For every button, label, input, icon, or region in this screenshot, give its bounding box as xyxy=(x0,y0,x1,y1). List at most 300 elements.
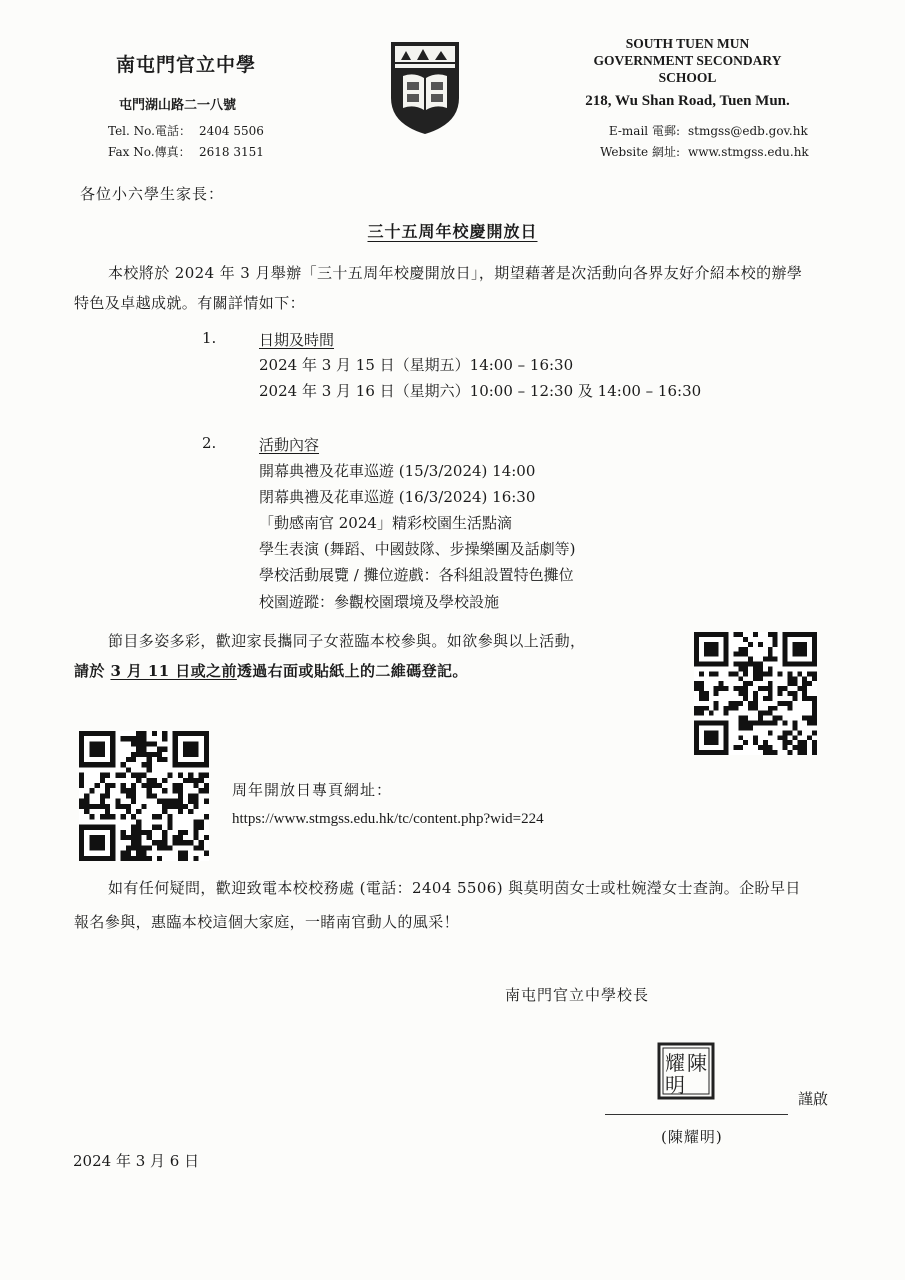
qr-module xyxy=(738,725,743,730)
qr-module xyxy=(157,845,162,850)
qr-module xyxy=(131,840,136,845)
qr-module xyxy=(89,762,94,767)
qr-module xyxy=(178,804,183,809)
qr-module xyxy=(812,657,817,662)
qr-module xyxy=(797,686,802,691)
qr-module xyxy=(105,793,110,798)
qr-module xyxy=(719,686,724,691)
qr-module xyxy=(778,716,783,721)
qr-module xyxy=(797,647,802,652)
qr-module xyxy=(141,851,146,856)
qr-module xyxy=(714,691,719,696)
qr-module xyxy=(110,851,115,856)
qr-module xyxy=(802,745,807,750)
qr-module xyxy=(768,671,773,676)
activity-line: 開幕典禮及花車巡遊 (15/3/2024) 14:00 xyxy=(259,462,536,480)
qr-module xyxy=(188,731,193,736)
qr-module xyxy=(157,840,162,845)
qr-module xyxy=(162,731,167,736)
qr-module xyxy=(709,730,714,735)
qr-module xyxy=(807,721,812,726)
qr-module xyxy=(147,830,152,835)
qr-module xyxy=(126,767,131,772)
activity-line: 校園遊蹤：參觀校園環境及學校設施 xyxy=(259,593,500,611)
qr-module xyxy=(699,671,704,676)
qr-module xyxy=(178,788,183,793)
qr-module xyxy=(694,652,699,657)
qr-module xyxy=(728,706,733,711)
qr-module xyxy=(709,642,714,647)
qr-module xyxy=(136,825,141,830)
qr-module xyxy=(694,735,699,740)
tel-row xyxy=(108,121,264,142)
qr-module xyxy=(193,747,198,752)
qr-module xyxy=(188,840,193,845)
qr-module xyxy=(694,637,699,642)
qr-module xyxy=(783,745,788,750)
qr-module xyxy=(79,804,84,809)
tel-label: Tel. No.電話： xyxy=(108,124,191,138)
qr-module xyxy=(141,830,146,835)
qr-module xyxy=(110,856,115,861)
qr-module xyxy=(699,662,704,667)
qr-module xyxy=(188,799,193,804)
qr-module xyxy=(694,706,699,711)
tel-value: 2404 5506 xyxy=(199,124,264,138)
qr-module xyxy=(183,762,188,767)
qr-module xyxy=(748,662,753,667)
qr-module xyxy=(79,773,84,778)
qr-module xyxy=(157,814,162,819)
qr-module xyxy=(204,814,209,819)
qr-module xyxy=(110,783,115,788)
qr-module xyxy=(173,741,178,746)
qr-module xyxy=(167,825,172,830)
qr-module xyxy=(204,762,209,767)
qr-module xyxy=(121,830,126,835)
qr-module xyxy=(131,773,136,778)
qr-module xyxy=(204,851,209,856)
qr-module xyxy=(162,804,167,809)
qr-module xyxy=(95,804,100,809)
qr-module xyxy=(89,845,94,850)
qr-module xyxy=(100,793,105,798)
qr-module xyxy=(738,652,743,657)
qr-module xyxy=(79,825,84,830)
qr-module xyxy=(131,830,136,835)
contact-email-website xyxy=(595,121,809,163)
qr-module xyxy=(204,752,209,757)
qr-module xyxy=(157,825,162,830)
qr-module xyxy=(758,686,763,691)
qr-module xyxy=(812,745,817,750)
qr-module xyxy=(802,691,807,696)
qr-module xyxy=(758,642,763,647)
registration-suffix: 透過右面或貼紙上的二維碼登記。 xyxy=(236,662,468,680)
qr-module xyxy=(738,647,743,652)
qr-module xyxy=(812,701,817,706)
qr-module xyxy=(758,671,763,676)
qr-module xyxy=(152,840,157,845)
qr-module xyxy=(797,730,802,735)
qr-module xyxy=(121,762,126,767)
qr-module xyxy=(773,721,778,726)
qr-module xyxy=(105,788,110,793)
qr-module xyxy=(724,721,729,726)
qr-module xyxy=(694,657,699,662)
qr-module xyxy=(110,757,115,762)
qr-module xyxy=(95,835,100,840)
registration-line2 xyxy=(74,656,694,686)
qr-module xyxy=(738,686,743,691)
qr-module xyxy=(183,747,188,752)
qr-module xyxy=(131,799,136,804)
qr-module xyxy=(105,804,110,809)
website-value: www.stmgss.edu.hk xyxy=(688,145,809,159)
qr-module xyxy=(783,662,788,667)
qr-module xyxy=(95,762,100,767)
qr-module xyxy=(768,686,773,691)
qr-module xyxy=(178,856,183,861)
qr-module xyxy=(173,840,178,845)
qr-module xyxy=(110,752,115,757)
qr-module xyxy=(126,736,131,741)
qr-module xyxy=(802,686,807,691)
qr-module xyxy=(131,783,136,788)
webpage-qr-code-icon[interactable] xyxy=(79,731,209,861)
qr-module xyxy=(162,747,167,752)
qr-module xyxy=(792,662,797,667)
qr-module xyxy=(743,716,748,721)
qr-module xyxy=(738,735,743,740)
qr-module xyxy=(100,752,105,757)
qr-module xyxy=(152,814,157,819)
qr-module xyxy=(95,783,100,788)
qr-module xyxy=(79,778,84,783)
qr-module xyxy=(704,691,709,696)
qr-module xyxy=(173,747,178,752)
qr-module xyxy=(167,799,172,804)
qr-module xyxy=(714,735,719,740)
qr-module xyxy=(136,736,141,741)
qr-module xyxy=(100,799,105,804)
qr-module xyxy=(178,830,183,835)
qr-module xyxy=(193,778,198,783)
qr-module xyxy=(100,773,105,778)
qr-module xyxy=(162,830,167,835)
qr-module xyxy=(699,691,704,696)
qr-module xyxy=(783,657,788,662)
svg-text:陳: 陳 xyxy=(687,1051,707,1075)
qr-module xyxy=(193,741,198,746)
qr-module xyxy=(141,845,146,850)
qr-module xyxy=(121,835,126,840)
qr-module xyxy=(131,757,136,762)
registration-paragraph xyxy=(74,626,694,686)
qr-module xyxy=(733,701,738,706)
qr-module xyxy=(95,747,100,752)
qr-module xyxy=(699,711,704,716)
qr-module xyxy=(141,731,146,736)
qr-module xyxy=(162,757,167,762)
qr-module xyxy=(768,691,773,696)
qr-module xyxy=(787,681,792,686)
qr-module xyxy=(694,725,699,730)
qr-module xyxy=(204,773,209,778)
qr-module xyxy=(714,721,719,726)
qr-module xyxy=(694,750,699,755)
qr-module xyxy=(812,721,817,726)
qr-module xyxy=(199,773,204,778)
qr-module xyxy=(714,686,719,691)
qr-module xyxy=(704,642,709,647)
qr-module xyxy=(178,773,183,778)
qr-module xyxy=(802,652,807,657)
qr-module xyxy=(709,632,714,637)
fax-row xyxy=(108,142,264,163)
fax-label: Fax No.傳真： xyxy=(108,145,191,159)
qr-module xyxy=(141,783,146,788)
qr-module xyxy=(738,662,743,667)
qr-module xyxy=(89,747,94,752)
section1-heading: 日期及時間 xyxy=(259,331,335,349)
qr-module xyxy=(199,762,204,767)
qr-module xyxy=(110,835,115,840)
qr-module xyxy=(89,825,94,830)
qr-module xyxy=(773,637,778,642)
qr-module xyxy=(773,716,778,721)
qr-module xyxy=(131,856,136,861)
qr-module xyxy=(792,735,797,740)
qr-module xyxy=(79,830,84,835)
qr-module xyxy=(768,652,773,657)
qr-module xyxy=(105,809,110,814)
qr-module xyxy=(792,676,797,681)
qr-module xyxy=(787,750,792,755)
qr-module xyxy=(126,835,131,840)
qr-module xyxy=(141,752,146,757)
qr-module xyxy=(807,716,812,721)
qr-module xyxy=(100,835,105,840)
qr-module xyxy=(802,662,807,667)
qr-module xyxy=(204,783,209,788)
greeting: 各位小六學生家長： xyxy=(80,185,225,203)
qr-module xyxy=(79,731,84,736)
qr-module xyxy=(115,804,120,809)
intro-paragraph: 本校將於 2024 年 3 月舉辦「三十五周年校慶開放日」，期望藉著是次活動向各界友好介紹本校的辦學特色及卓越成就。有關詳情如下： xyxy=(74,264,803,312)
activity-line: 學生表演 (舞蹈、中國鼓隊、步操樂團及話劇等) xyxy=(259,540,576,558)
qr-module xyxy=(724,745,729,750)
qr-module xyxy=(167,819,172,824)
qr-module xyxy=(136,851,141,856)
registration-qr-code-icon[interactable] xyxy=(694,632,817,755)
qr-module xyxy=(753,701,758,706)
qr-module xyxy=(136,819,141,824)
qr-module xyxy=(131,814,136,819)
qr-module xyxy=(787,730,792,735)
qr-module xyxy=(802,740,807,745)
qr-module xyxy=(183,840,188,845)
qr-module xyxy=(709,721,714,726)
qr-module xyxy=(204,731,209,736)
qr-module xyxy=(773,657,778,662)
qr-module xyxy=(121,736,126,741)
qr-module xyxy=(787,701,792,706)
qr-module xyxy=(724,730,729,735)
qr-module xyxy=(709,711,714,716)
qr-module xyxy=(110,840,115,845)
qr-module xyxy=(141,762,146,767)
qr-module xyxy=(89,788,94,793)
school-name-en-line1: SOUTH TUEN MUN xyxy=(625,36,750,51)
registration-prefix: 請於 xyxy=(74,662,105,680)
enquiry-paragraph: 如有任何疑問，歡迎致電本校校務處 (電話：2404 5506) 與莫明茵女士或杜婉瀅女士查詢。企盼早日報名參與，惠臨本校這個大家庭，一睹南官動人的風采！ xyxy=(74,879,801,931)
qr-module xyxy=(694,711,699,716)
qr-module xyxy=(694,686,699,691)
fax-value: 2618 3151 xyxy=(199,145,264,159)
qr-module xyxy=(787,632,792,637)
qr-module xyxy=(131,788,136,793)
qr-module xyxy=(115,799,120,804)
qr-module xyxy=(724,686,729,691)
qr-module xyxy=(748,681,753,686)
registration-line1: 節目多姿多彩，歡迎家長攜同子女蒞臨本校參與。如欲參與以上活動， xyxy=(108,632,586,650)
qr-module xyxy=(704,647,709,652)
qr-module xyxy=(797,745,802,750)
qr-module xyxy=(110,845,115,850)
qr-module xyxy=(714,750,719,755)
qr-module xyxy=(121,783,126,788)
qr-module xyxy=(100,731,105,736)
qr-module xyxy=(743,662,748,667)
qr-module xyxy=(136,840,141,845)
qr-module xyxy=(807,735,812,740)
qr-module xyxy=(778,735,783,740)
qr-module xyxy=(699,681,704,686)
qr-module xyxy=(753,671,758,676)
qr-module xyxy=(84,856,89,861)
email-value: stmgss@edb.gov.hk xyxy=(688,124,808,138)
qr-module xyxy=(792,642,797,647)
qr-module xyxy=(728,701,733,706)
qr-module xyxy=(147,793,152,798)
qr-module xyxy=(110,762,115,767)
qr-module xyxy=(753,696,758,701)
qr-module xyxy=(768,632,773,637)
qr-module xyxy=(204,757,209,762)
qr-module xyxy=(136,773,141,778)
qr-module xyxy=(173,804,178,809)
qr-module xyxy=(797,740,802,745)
qr-module xyxy=(79,851,84,856)
qr-module xyxy=(714,652,719,657)
qr-module xyxy=(792,721,797,726)
qr-module xyxy=(787,706,792,711)
qr-module xyxy=(758,745,763,750)
qr-module xyxy=(89,835,94,840)
school-name-en-line2: GOVERNMENT SECONDARY xyxy=(593,53,782,68)
qr-module xyxy=(797,750,802,755)
qr-module xyxy=(84,825,89,830)
qr-module xyxy=(802,750,807,755)
qr-module xyxy=(812,740,817,745)
email-row xyxy=(595,121,809,142)
qr-module xyxy=(100,814,105,819)
qr-module xyxy=(157,856,162,861)
qr-module xyxy=(126,851,131,856)
qr-module xyxy=(714,632,719,637)
qr-module xyxy=(147,783,152,788)
qr-module xyxy=(768,696,773,701)
qr-module xyxy=(183,804,188,809)
qr-module xyxy=(199,840,204,845)
qr-module xyxy=(193,804,198,809)
qr-module xyxy=(812,637,817,642)
qr-module xyxy=(105,773,110,778)
qr-module xyxy=(763,657,768,662)
qr-module xyxy=(743,696,748,701)
qr-module xyxy=(178,793,183,798)
qr-module xyxy=(753,632,758,637)
section2-number: 2. xyxy=(202,434,217,452)
email-label: E-mail 電郵: xyxy=(608,124,680,138)
qr-module xyxy=(178,731,183,736)
section2-heading: 活動內容 xyxy=(259,436,320,454)
qr-module xyxy=(753,721,758,726)
svg-text:明: 明 xyxy=(665,1073,685,1097)
qr-module xyxy=(110,736,115,741)
qr-module xyxy=(812,632,817,637)
qr-module xyxy=(126,845,131,850)
qr-module xyxy=(84,804,89,809)
qr-module xyxy=(792,745,797,750)
qr-module xyxy=(147,757,152,762)
qr-module xyxy=(193,752,198,757)
qr-module xyxy=(783,735,788,740)
qr-module xyxy=(694,681,699,686)
qr-module xyxy=(738,721,743,726)
qr-module xyxy=(167,773,172,778)
qr-module xyxy=(147,741,152,746)
schedule-line: 2024 年 3 月 15 日（星期五）14:00 – 16:30 xyxy=(259,356,574,374)
webpage-url-link[interactable]: https://www.stmgss.edu.hk/tc/content.php?wid=224 xyxy=(232,811,544,827)
qr-module xyxy=(110,825,115,830)
qr-module xyxy=(797,652,802,657)
qr-module xyxy=(79,845,84,850)
activity-line: 「動感南官 2024」精彩校園生活點滴 xyxy=(259,514,512,532)
qr-module xyxy=(812,730,817,735)
qr-module xyxy=(714,706,719,711)
qr-module xyxy=(768,745,773,750)
qr-module xyxy=(89,856,94,861)
qr-module xyxy=(807,671,812,676)
school-address-zh: 屯門湖山路二一八號 xyxy=(119,98,237,113)
qr-module xyxy=(802,716,807,721)
qr-module xyxy=(743,647,748,652)
qr-module xyxy=(162,845,167,850)
qr-module xyxy=(131,835,136,840)
qr-module xyxy=(783,632,788,637)
signatory-title: 南屯門官立中學校長 xyxy=(505,986,650,1004)
qr-module xyxy=(167,804,172,809)
qr-module xyxy=(778,671,783,676)
qr-module xyxy=(157,752,162,757)
qr-module xyxy=(743,691,748,696)
qr-module xyxy=(204,799,209,804)
qr-module xyxy=(136,752,141,757)
qr-module xyxy=(802,632,807,637)
qr-module xyxy=(100,856,105,861)
